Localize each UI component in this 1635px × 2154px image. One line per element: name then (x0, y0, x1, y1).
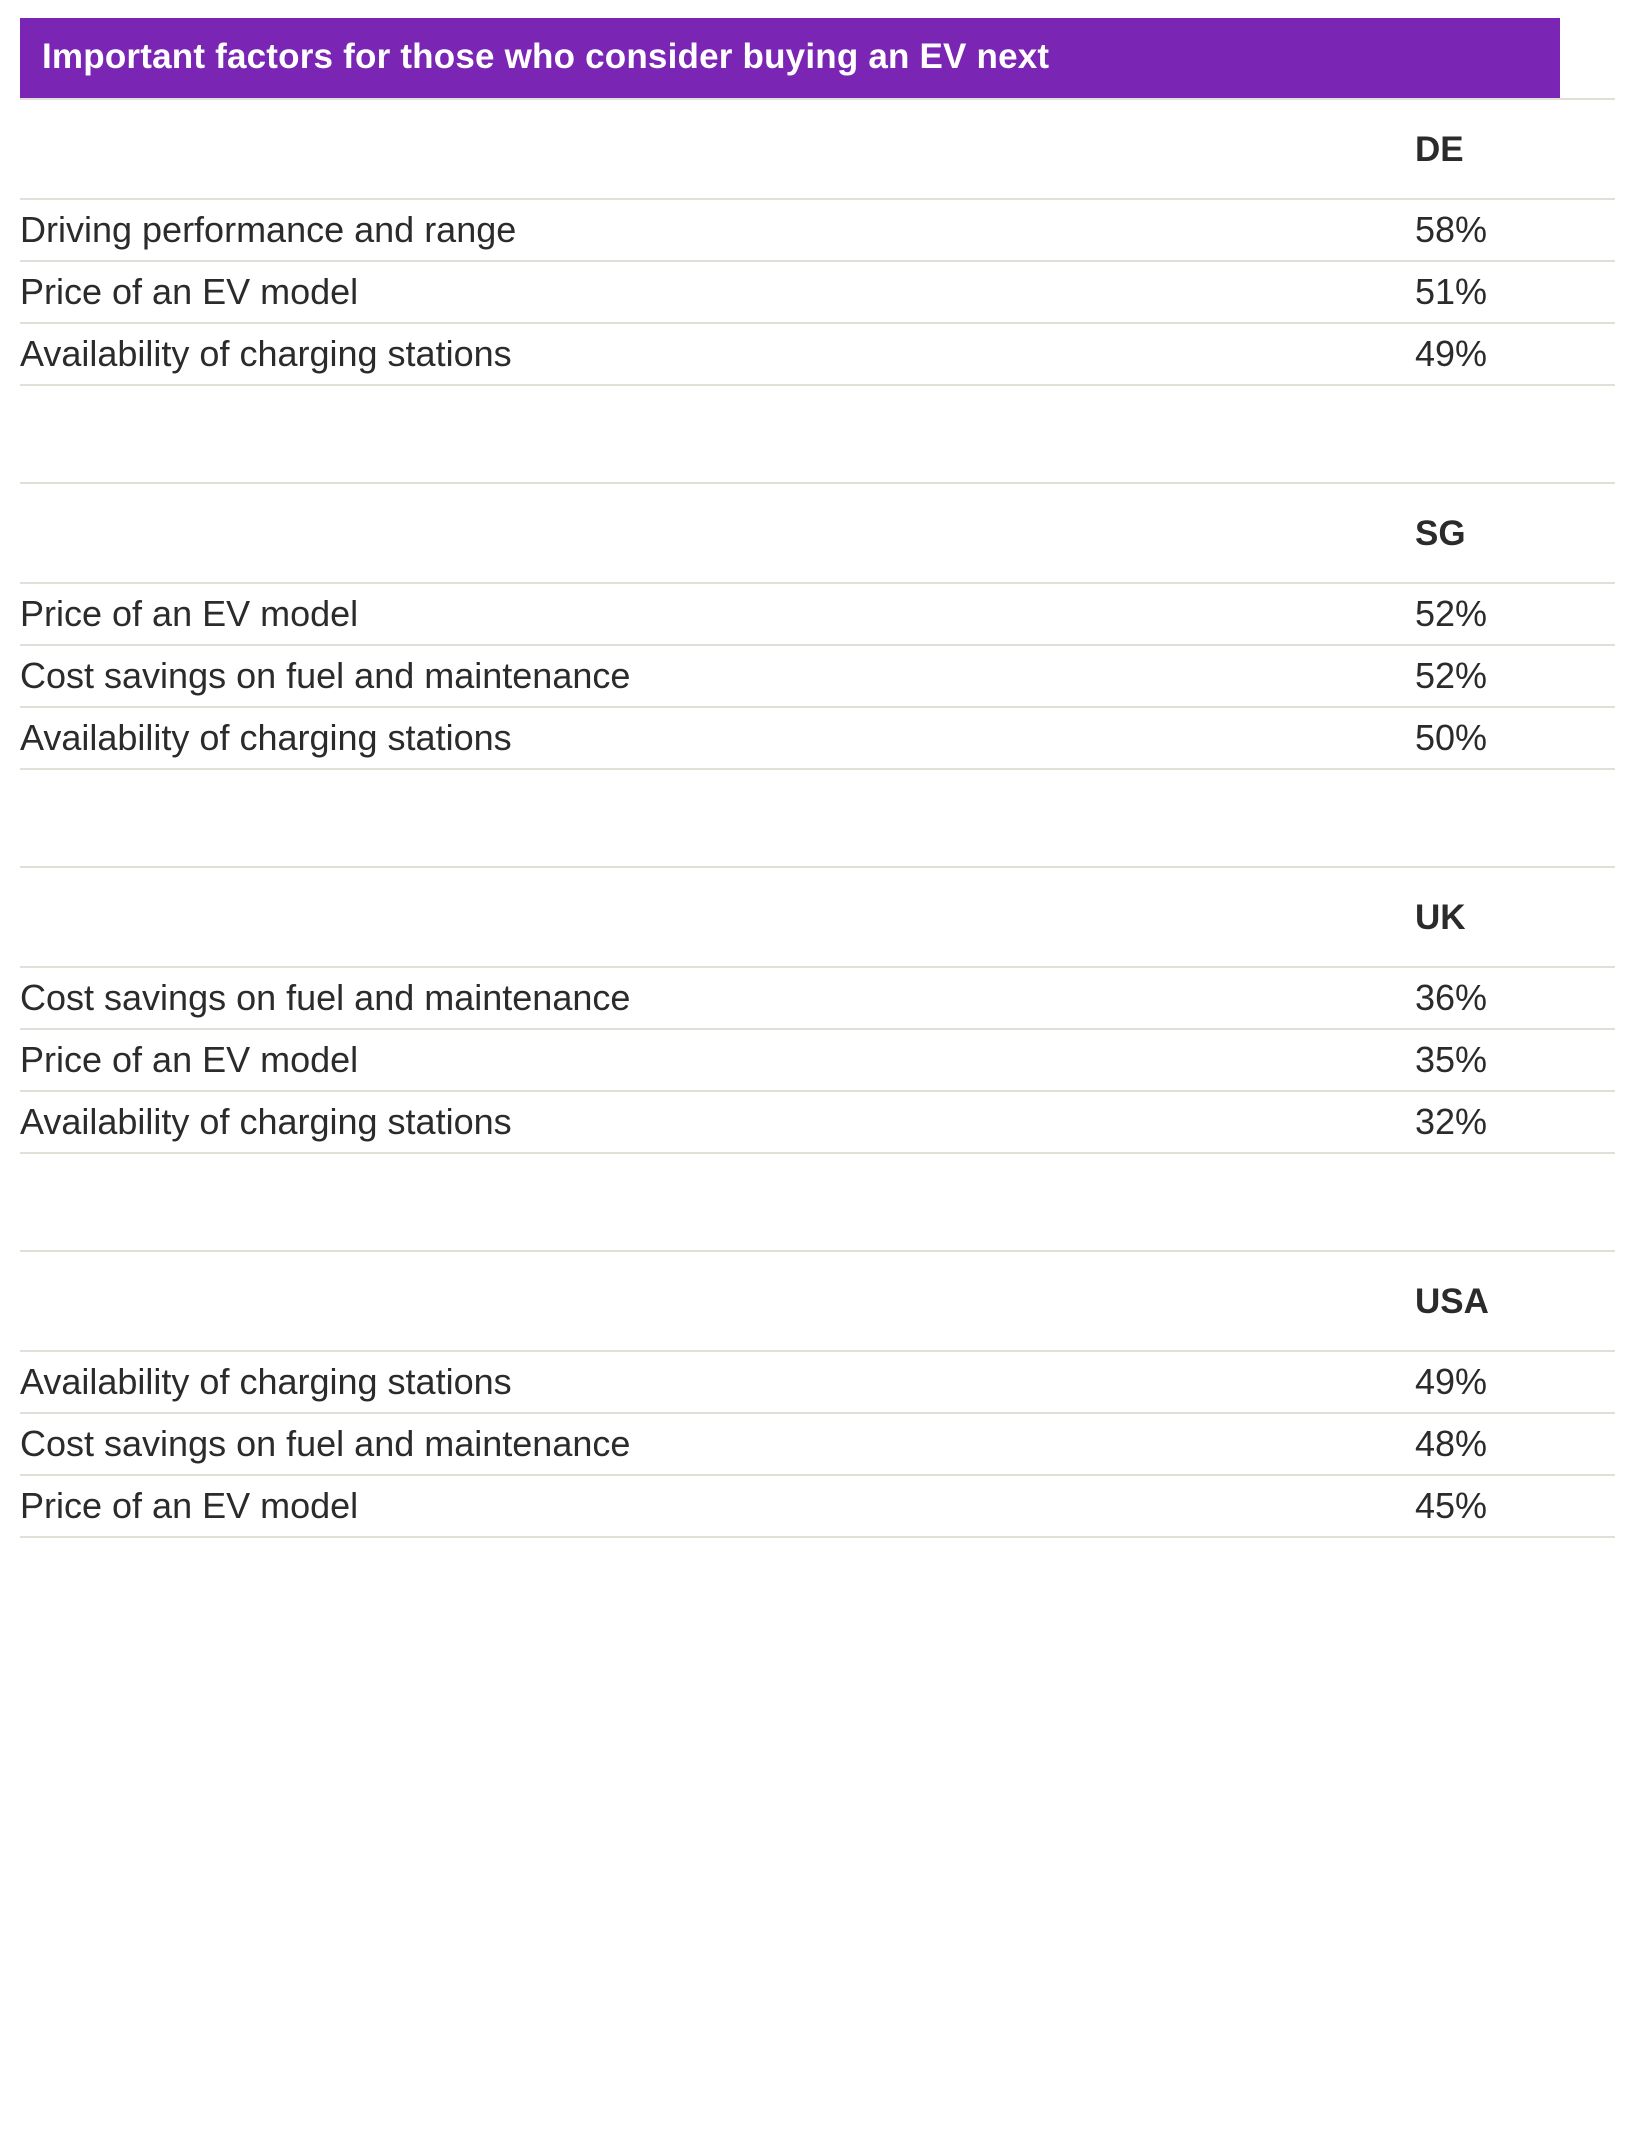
group-spacer-left (20, 385, 1415, 483)
group-spacer-right (1415, 385, 1615, 483)
factor-label: Price of an EV model (20, 261, 1415, 323)
factor-label: Availability of charging stations (20, 1091, 1415, 1153)
factor-value: 48% (1415, 1413, 1615, 1475)
table-row (20, 967, 1615, 1029)
table-row (20, 1475, 1615, 1537)
factor-label: Cost savings on fuel and maintenance (20, 967, 1415, 1029)
factor-value: 32% (1415, 1091, 1615, 1153)
market-code-uk: UK (1415, 867, 1615, 967)
factor-value: 50% (1415, 707, 1615, 769)
factor-label: Cost savings on fuel and maintenance (20, 645, 1415, 707)
factor-label: Availability of charging stations (20, 707, 1415, 769)
factor-label: Price of an EV model (20, 1029, 1415, 1091)
table-row (20, 1091, 1615, 1153)
table-header-row-usa (20, 1251, 1615, 1351)
table-row (20, 1351, 1615, 1413)
header-label-spacer-usa (20, 1251, 1415, 1351)
table-header-row-de (20, 99, 1615, 199)
table-header-row-sg (20, 483, 1615, 583)
factor-value: 52% (1415, 583, 1615, 645)
table-row (20, 1413, 1615, 1475)
factor-value: 49% (1415, 323, 1615, 385)
table-row (20, 583, 1615, 645)
table-row (20, 323, 1615, 385)
table-row (20, 1029, 1615, 1091)
factor-value: 51% (1415, 261, 1615, 323)
group-spacer (20, 385, 1615, 483)
table-row (20, 707, 1615, 769)
factor-value: 45% (1415, 1475, 1615, 1537)
table-row (20, 645, 1615, 707)
factor-label: Price of an EV model (20, 583, 1415, 645)
factor-label: Driving performance and range (20, 199, 1415, 261)
header-label-spacer-sg (20, 483, 1415, 583)
group-spacer (20, 1153, 1615, 1251)
page-title: Important factors for those who consider buying an EV next (20, 18, 1560, 98)
table-row (20, 261, 1615, 323)
table-row (20, 199, 1615, 261)
factor-label: Cost savings on fuel and maintenance (20, 1413, 1415, 1475)
factor-label: Availability of charging stations (20, 323, 1415, 385)
group-spacer-left (20, 1153, 1415, 1251)
factor-label: Price of an EV model (20, 1475, 1415, 1537)
factor-label: Availability of charging stations (20, 1351, 1415, 1413)
header-label-spacer-uk (20, 867, 1415, 967)
ev-factors-table (20, 98, 1615, 1538)
group-spacer-right (1415, 769, 1615, 867)
factor-value: 36% (1415, 967, 1615, 1029)
group-spacer (20, 769, 1615, 867)
market-code-usa: USA (1415, 1251, 1615, 1351)
market-code-de: DE (1415, 99, 1615, 199)
table-header-row-uk (20, 867, 1615, 967)
factor-value: 35% (1415, 1029, 1615, 1091)
header-label-spacer-de (20, 99, 1415, 199)
factor-value: 49% (1415, 1351, 1615, 1413)
market-code-sg: SG (1415, 483, 1615, 583)
group-spacer-left (20, 769, 1415, 867)
factor-value: 52% (1415, 645, 1615, 707)
factor-value: 58% (1415, 199, 1615, 261)
group-spacer-right (1415, 1153, 1615, 1251)
